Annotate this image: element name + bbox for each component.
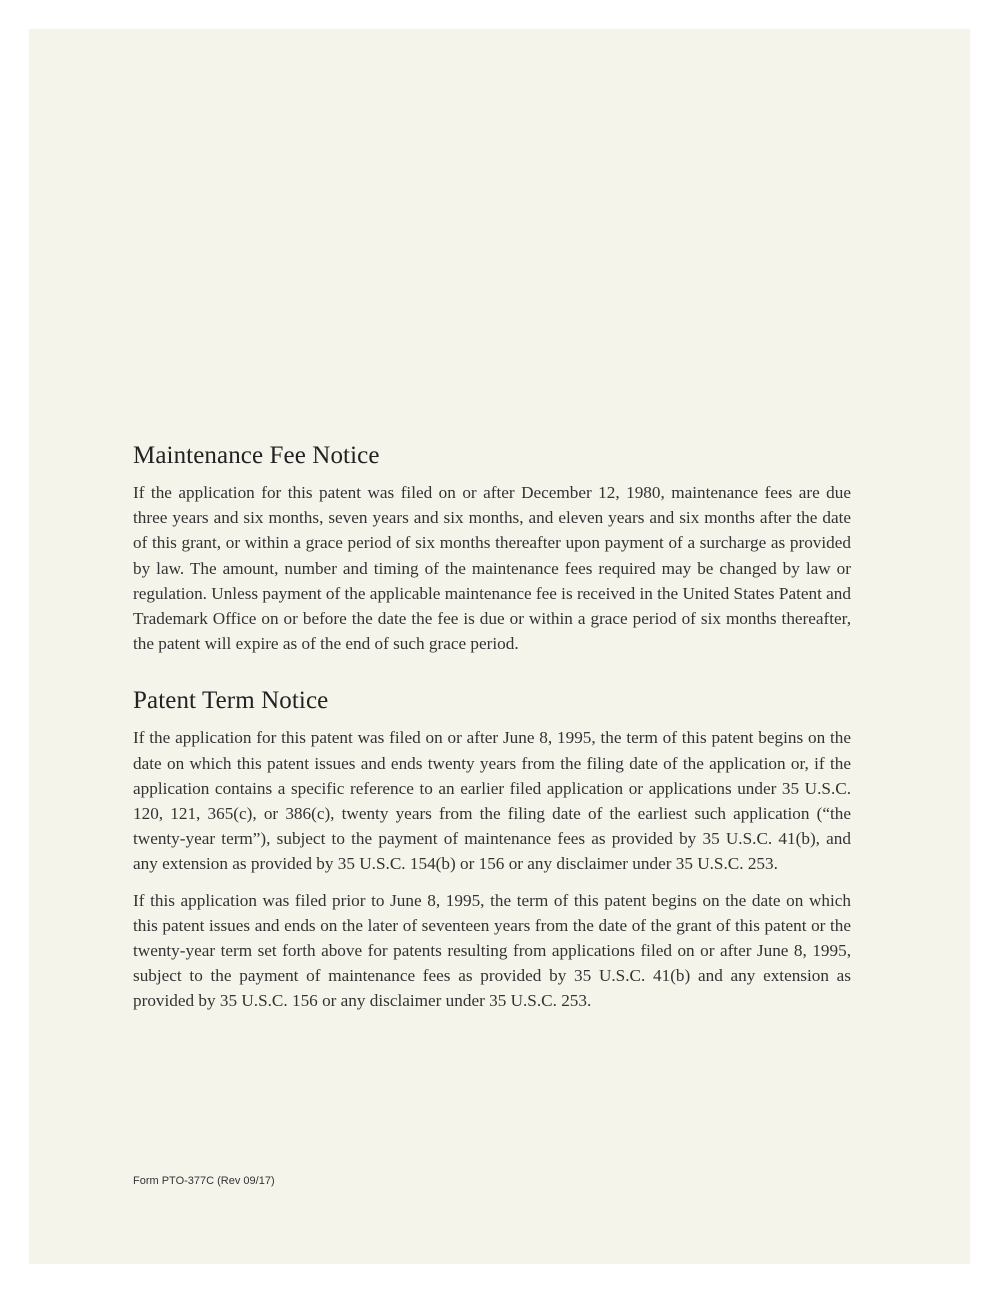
section-heading: Maintenance Fee Notice <box>133 442 380 469</box>
notice-content <box>133 441 851 1014</box>
section-heading: Patent Term Notice <box>133 687 329 715</box>
section-paragraph: If this application was filed prior to June 8, 1995, the term of this patent begins on the date on which this patent issues and ends on the later of seventeen years from the date of the grant of this patent or the twenty-year term set forth above for patents resulting from applications filed on or after June 8, 1995, subject to the payment of maintenance fees as provided by 35 U.S.C. 41(b) and any extension as provided by 35 U.S.C. 156 or any disclaimer under 35 U.S.C. 253. <box>133 890 851 1011</box>
maintenance-fee-section <box>133 441 851 656</box>
document-page <box>29 29 970 1264</box>
patent-term-section <box>133 686 851 1013</box>
form-identifier: Form PTO-377C (Rev 09/17) <box>133 1175 275 1187</box>
section-paragraph: If the application for this patent was filed on or after December 12, 1980, maintenance fees are due three years and six months, seven years and six months, and eleven years and six months after the date of this grant, or within a grace period of six months thereafter upon payment of a surcharge as provided by law. The amount, number and timing of the maintenance fees required may be changed by law or regulation. Unless payment of the applicable maintenance fee is received in the United States Patent and Trademark Office on or before the date the fee is due or within a grace period of six months thereafter, the patent will expire as of the end of such grace period. <box>133 483 851 654</box>
section-paragraph: If the application for this patent was filed on or after June 8, 1995, the term of this patent begins on the date on which this patent issues and ends twenty years from the filing date of the application or, if the application contains a specific reference to an earlier filed application or applications under 35 U.S.C. 120, 121, 365(c), or 386(c), twenty years from the filing date of the earliest such application (“the twenty-year term”), subject to the payment of maintenance fees as provided by 35 U.S.C. 41(b), and any extension as provided by 35 U.S.C. 154(b) or 156 or any disclaimer under 35 U.S.C. 253. <box>133 728 851 874</box>
